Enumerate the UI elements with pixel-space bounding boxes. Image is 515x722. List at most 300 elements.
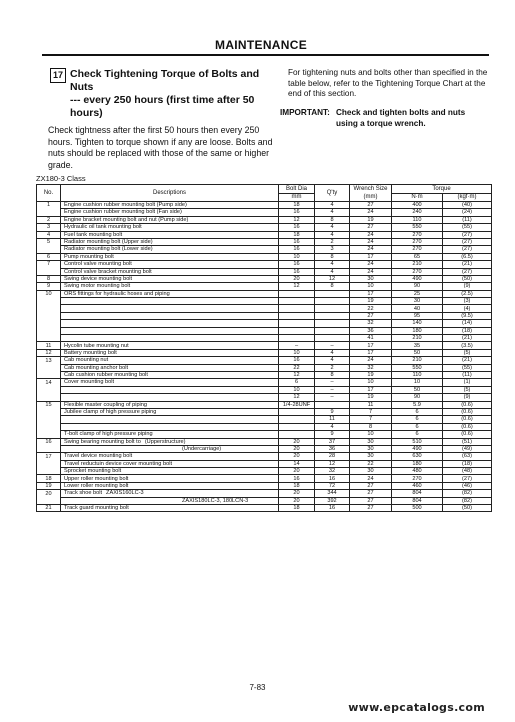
cell-kgf: (0.6) <box>443 408 492 415</box>
cell-kgf: (21) <box>443 335 492 342</box>
table-row <box>37 231 492 238</box>
cell-nm: 6 <box>392 423 443 430</box>
table-row <box>37 401 492 408</box>
cell-no: 21 <box>37 505 61 512</box>
table-row <box>37 460 492 467</box>
cell-qty: 8 <box>315 216 350 223</box>
cell-kgf: (14) <box>443 320 492 327</box>
cell-desc-sub: (Upperstructure) <box>144 438 186 445</box>
cell-bolt <box>279 290 315 297</box>
cell-qty: 16 <box>315 475 350 482</box>
cell-kgf: (18) <box>443 460 492 467</box>
cell-nm: 210 <box>392 335 443 342</box>
cell-nm: 50 <box>392 349 443 356</box>
cell-qty: 36 <box>315 445 350 452</box>
cell-nm: 490 <box>392 275 443 282</box>
cell-qty <box>315 305 350 312</box>
cell-wrench: 10 <box>350 431 392 438</box>
cell-wrench: 24 <box>350 238 392 245</box>
cell-no <box>37 431 61 438</box>
cell-bolt: 16 <box>279 238 315 245</box>
cell-bolt: 18 <box>279 505 315 512</box>
cell-nm: 510 <box>392 438 443 445</box>
section-number: 17 <box>50 68 66 83</box>
cell-bolt <box>279 305 315 312</box>
cell-kgf: (82) <box>443 497 492 504</box>
table-row <box>37 490 492 497</box>
cell-wrench: 24 <box>350 268 392 275</box>
cell-nm: 460 <box>392 482 443 489</box>
cell-nm: 50 <box>392 386 443 393</box>
cell-bolt <box>279 312 315 319</box>
cell-wrench: 22 <box>350 305 392 312</box>
cell-qty: 37 <box>315 438 350 445</box>
cell-nm: 180 <box>392 460 443 467</box>
cell-nm: 140 <box>392 320 443 327</box>
cell-wrench: 19 <box>350 371 392 378</box>
table-row <box>37 202 492 209</box>
table-row <box>37 394 492 401</box>
table-row <box>37 497 492 504</box>
cell-wrench: 27 <box>350 497 392 504</box>
cell-nm: 25 <box>392 290 443 297</box>
cell-bolt: 20 <box>279 438 315 445</box>
cell-no <box>37 335 61 342</box>
cell-no <box>37 445 61 452</box>
cell-bolt: 18 <box>279 231 315 238</box>
header-rule <box>42 54 489 56</box>
cell-wrench: 24 <box>350 261 392 268</box>
cell-desc-text: Travel device mounting bolt <box>64 453 133 460</box>
cell-kgf: (6.5) <box>443 253 492 260</box>
cell-bolt: 12 <box>279 283 315 290</box>
cell-no: 15 <box>37 401 61 408</box>
cell-no: 7 <box>37 261 61 268</box>
cell-kgf: (24) <box>443 209 492 216</box>
cell-desc <box>61 327 279 334</box>
table-row <box>37 408 492 415</box>
cell-qty: 32 <box>315 468 350 475</box>
cell-wrench: 30 <box>350 438 392 445</box>
cell-bolt: 20 <box>279 453 315 460</box>
cell-desc-text: Swing bearing mounting bolt to <box>64 438 141 445</box>
cell-qty <box>315 290 350 297</box>
cell-kgf: (5) <box>443 349 492 356</box>
cell-nm: 180 <box>392 327 443 334</box>
cell-desc <box>61 468 279 475</box>
table-row <box>37 357 492 364</box>
cell-no: 12 <box>37 349 61 356</box>
cell-desc-text: ORS fittings for hydraulic hoses and piping <box>64 290 170 297</box>
cell-desc <box>61 438 279 445</box>
cell-desc <box>61 238 279 245</box>
cell-wrench: 27 <box>350 505 392 512</box>
cell-qty: 3 <box>315 246 350 253</box>
cell-kgf: (0.6) <box>443 423 492 430</box>
cell-desc <box>61 342 279 349</box>
col-wrench: Wrench Size (mm) <box>350 185 392 202</box>
cell-desc <box>61 246 279 253</box>
cell-desc <box>61 460 279 467</box>
cell-wrench: 30 <box>350 468 392 475</box>
cell-qty: 344 <box>315 490 350 497</box>
cell-kgf: (27) <box>443 246 492 253</box>
cell-bolt: 10 <box>279 253 315 260</box>
cell-wrench: 30 <box>350 275 392 282</box>
cell-kgf: (0.6) <box>443 416 492 423</box>
cell-desc <box>61 379 279 386</box>
cell-bolt <box>279 408 315 415</box>
page-title: MAINTENANCE <box>215 38 307 52</box>
cell-nm: 30 <box>392 298 443 305</box>
table-row <box>37 482 492 489</box>
cell-qty <box>315 401 350 408</box>
important-label: IMPORTANT: <box>280 108 330 117</box>
cell-nm: 270 <box>392 238 443 245</box>
cell-qty: 4 <box>315 349 350 356</box>
cell-no <box>37 468 61 475</box>
cell-qty <box>315 312 350 319</box>
cell-kgf: (5) <box>443 386 492 393</box>
cell-bolt: 16 <box>279 209 315 216</box>
table-row <box>37 453 492 460</box>
cell-kgf: (50) <box>443 275 492 282</box>
cell-qty: 72 <box>315 482 350 489</box>
col-no: No. <box>37 185 61 202</box>
cell-wrench: 27 <box>350 482 392 489</box>
cell-desc-text: Flexible master coupling of piping <box>64 401 148 408</box>
cell-kgf: (11) <box>443 216 492 223</box>
table-row <box>37 261 492 268</box>
cell-desc-text: Control valve bracket mounting bolt <box>64 268 152 275</box>
cell-wrench: 17 <box>350 349 392 356</box>
cell-desc-text: Cover mounting bolt <box>64 379 115 386</box>
table-row <box>37 224 492 231</box>
cell-qty: 8 <box>315 371 350 378</box>
cell-nm: 270 <box>392 475 443 482</box>
cell-bolt <box>279 327 315 334</box>
cell-no: 13 <box>37 357 61 364</box>
cell-wrench: 24 <box>350 357 392 364</box>
cell-desc-sub: ZAXIS160LC-3 <box>106 490 144 497</box>
cell-no: 17 <box>37 453 61 460</box>
cell-desc <box>61 416 279 423</box>
cell-desc <box>61 312 279 319</box>
cell-wrench: 7 <box>350 416 392 423</box>
cell-bolt: – <box>279 342 315 349</box>
cell-no: 11 <box>37 342 61 349</box>
cell-kgf: (9.5) <box>443 312 492 319</box>
important-note <box>280 108 495 129</box>
cell-kgf: (0.6) <box>443 401 492 408</box>
cell-bolt: 16 <box>279 268 315 275</box>
cell-bolt: 16 <box>279 475 315 482</box>
cell-desc <box>61 268 279 275</box>
cell-nm: 5.9 <box>392 401 443 408</box>
table-row <box>37 327 492 334</box>
cell-no: 2 <box>37 216 61 223</box>
cell-nm: 95 <box>392 312 443 319</box>
cell-no: 8 <box>37 275 61 282</box>
cell-qty: – <box>315 379 350 386</box>
cell-nm: 270 <box>392 246 443 253</box>
cell-kgf: (40) <box>443 202 492 209</box>
cell-desc <box>61 394 279 401</box>
cell-desc <box>61 253 279 260</box>
table-row <box>37 246 492 253</box>
cell-wrench: 30 <box>350 453 392 460</box>
cell-qty: 392 <box>315 497 350 504</box>
cell-kgf: (46) <box>443 482 492 489</box>
cell-desc-text: Radiator mounting bolt (Lower side) <box>64 246 153 253</box>
cell-no <box>37 327 61 334</box>
cell-desc <box>61 445 279 452</box>
cell-desc <box>61 320 279 327</box>
cell-bolt <box>279 431 315 438</box>
cell-nm: 550 <box>392 364 443 371</box>
cell-kgf: (27) <box>443 268 492 275</box>
cell-wrench: 27 <box>350 490 392 497</box>
cell-desc <box>61 357 279 364</box>
cell-qty: 9 <box>315 408 350 415</box>
table-row <box>37 431 492 438</box>
cell-no <box>37 416 61 423</box>
cell-wrench: 24 <box>350 475 392 482</box>
cell-wrench: 19 <box>350 394 392 401</box>
cell-desc-text: Engine cushion rubber mounting bolt (Fan side) <box>64 209 182 216</box>
cell-wrench: 17 <box>350 386 392 393</box>
cell-bolt: 20 <box>279 468 315 475</box>
cell-kgf: (0.6) <box>443 431 492 438</box>
cell-desc <box>61 261 279 268</box>
cell-qty: 2 <box>315 364 350 371</box>
important-text: Check and tighten bolts and nuts using a torque wrench. <box>336 108 466 128</box>
cell-no <box>37 371 61 378</box>
cell-bolt: 20 <box>279 490 315 497</box>
cell-wrench: 7 <box>350 408 392 415</box>
cell-no <box>37 246 61 253</box>
cell-desc <box>61 453 279 460</box>
cell-desc <box>61 386 279 393</box>
col-bolt-unit: mm <box>279 193 315 202</box>
cell-kgf: (3) <box>443 298 492 305</box>
cell-wrench: 8 <box>350 423 392 430</box>
cell-qty: 4 <box>315 224 350 231</box>
cell-wrench: 36 <box>350 327 392 334</box>
cell-no: 5 <box>37 238 61 245</box>
section-title <box>70 68 260 120</box>
cell-bolt: 22 <box>279 364 315 371</box>
cell-desc-text: Pump mounting bolt <box>64 253 114 260</box>
table-row <box>37 364 492 371</box>
cell-bolt: 10 <box>279 386 315 393</box>
cell-qty: 8 <box>315 283 350 290</box>
cell-wrench: 32 <box>350 364 392 371</box>
cell-desc-text: Lower roller mounting bolt <box>64 482 129 489</box>
cell-kgf: (9) <box>443 283 492 290</box>
cell-kgf: (50) <box>443 505 492 512</box>
cell-wrench: 22 <box>350 460 392 467</box>
table-row <box>37 238 492 245</box>
cell-no: 19 <box>37 482 61 489</box>
cell-no: 14 <box>37 379 61 386</box>
cell-qty: 28 <box>315 453 350 460</box>
cell-desc <box>61 431 279 438</box>
cell-desc-text: Travel reductuin device cover mounting bolt <box>64 460 172 467</box>
cell-kgf: (21) <box>443 261 492 268</box>
cell-nm: 6 <box>392 408 443 415</box>
cell-kgf: (9) <box>443 394 492 401</box>
cell-kgf: (49) <box>443 445 492 452</box>
cell-desc-text: Cab cushion rubber mounting bolt <box>64 372 148 379</box>
cell-desc <box>61 423 279 430</box>
cell-desc <box>61 283 279 290</box>
cell-desc-text: Engine bracket mounting bolt and nut (Pump side) <box>64 216 189 223</box>
cell-desc-sub: (Undercarriage) <box>182 445 222 452</box>
cell-desc-text: Control valve mounting bolt <box>64 261 132 268</box>
cell-kgf: (55) <box>443 364 492 371</box>
cell-bolt: 18 <box>279 482 315 489</box>
table-row <box>37 445 492 452</box>
cell-wrench: 30 <box>350 445 392 452</box>
cell-no <box>37 497 61 504</box>
cell-wrench: 27 <box>350 202 392 209</box>
cell-qty: 4 <box>315 209 350 216</box>
cell-qty: 4 <box>315 357 350 364</box>
table-row <box>37 342 492 349</box>
cell-nm: 210 <box>392 357 443 364</box>
cell-qty: – <box>315 386 350 393</box>
cell-wrench: 24 <box>350 209 392 216</box>
model-class: ZX180-3 Class <box>36 174 86 183</box>
cell-desc <box>61 224 279 231</box>
cell-kgf: (21) <box>443 357 492 364</box>
cell-nm: 65 <box>392 253 443 260</box>
cell-no: 4 <box>37 231 61 238</box>
cell-bolt <box>279 320 315 327</box>
table-row <box>37 386 492 393</box>
cell-nm: 240 <box>392 209 443 216</box>
cell-qty: 4 <box>315 202 350 209</box>
cell-nm: 90 <box>392 283 443 290</box>
cell-no <box>37 386 61 393</box>
page-number: 7-83 <box>249 683 266 692</box>
cell-kgf: (27) <box>443 475 492 482</box>
table-row <box>37 335 492 342</box>
col-torque: Torque <box>392 185 492 194</box>
cell-kgf: (55) <box>443 224 492 231</box>
cell-desc-text: Fuel tank mounting bolt <box>64 231 123 238</box>
table-row <box>37 320 492 327</box>
cell-wrench: 27 <box>350 312 392 319</box>
cell-no <box>37 320 61 327</box>
table-row <box>37 283 492 290</box>
cell-bolt: 20 <box>279 275 315 282</box>
cell-wrench: 32 <box>350 320 392 327</box>
cell-qty <box>315 298 350 305</box>
cell-desc-text: Track guard mounting bolt <box>64 505 129 512</box>
cell-kgf: (1) <box>443 379 492 386</box>
table-row <box>37 253 492 260</box>
cell-kgf: (2.5) <box>443 290 492 297</box>
cell-kgf: (4) <box>443 305 492 312</box>
cell-wrench: 11 <box>350 401 392 408</box>
cell-no: 9 <box>37 283 61 290</box>
cell-bolt: 14 <box>279 460 315 467</box>
cell-desc <box>61 497 279 504</box>
table-row <box>37 505 492 512</box>
cell-bolt: 16 <box>279 224 315 231</box>
cell-wrench: 27 <box>350 224 392 231</box>
cell-desc <box>61 275 279 282</box>
cell-no <box>37 460 61 467</box>
cell-qty: 12 <box>315 460 350 467</box>
cell-desc-text: Cab mounting nut <box>64 357 109 364</box>
cell-no: 6 <box>37 253 61 260</box>
cell-qty <box>315 335 350 342</box>
cell-no <box>37 298 61 305</box>
cell-desc <box>61 231 279 238</box>
table-row <box>37 305 492 312</box>
cell-no: 3 <box>37 224 61 231</box>
cell-wrench: 10 <box>350 379 392 386</box>
table-row <box>37 216 492 223</box>
cell-desc-text: Hydraulic oil tank mounting bolt <box>64 224 142 231</box>
cell-kgf: (48) <box>443 468 492 475</box>
cell-nm: 90 <box>392 394 443 401</box>
cell-desc <box>61 482 279 489</box>
cell-qty: 4 <box>315 261 350 268</box>
cell-bolt: 20 <box>279 445 315 452</box>
cell-no: 10 <box>37 290 61 297</box>
table-row <box>37 209 492 216</box>
table-row <box>37 298 492 305</box>
cell-desc-text: Battery mounting bolt <box>64 349 117 356</box>
cell-nm: 110 <box>392 216 443 223</box>
cell-bolt: 18 <box>279 202 315 209</box>
cell-kgf: (82) <box>443 490 492 497</box>
cell-desc-text: Swing motor mounting bolt <box>64 283 131 290</box>
cell-desc <box>61 305 279 312</box>
cell-desc <box>61 209 279 216</box>
table-row <box>37 416 492 423</box>
cell-desc <box>61 401 279 408</box>
cell-desc-text: T-bolt clamp of high pressure piping <box>64 431 153 438</box>
cell-kgf: (51) <box>443 438 492 445</box>
cell-nm: 400 <box>392 202 443 209</box>
cell-desc <box>61 216 279 223</box>
cell-wrench: 24 <box>350 231 392 238</box>
cell-qty: 8 <box>315 253 350 260</box>
cell-bolt: 16 <box>279 261 315 268</box>
cell-desc-sub: ZAXIS180LC-3, 180LCN-3 <box>182 497 249 504</box>
cell-desc-text: Engine cushion rubber mounting bolt (Pump side) <box>64 202 187 209</box>
col-kgf: (kgf·m) <box>443 193 492 202</box>
intro-paragraph: Check tightness after the first 50 hours then every 250 hours. Tighten to torque shown if any are loose. Bolts and nuts should be replaced with those of the same or higher grade. <box>48 125 273 170</box>
table-row <box>37 468 492 475</box>
cell-qty <box>315 320 350 327</box>
cell-bolt <box>279 423 315 430</box>
cell-desc <box>61 475 279 482</box>
cell-nm: 6 <box>392 431 443 438</box>
cell-wrench: 17 <box>350 342 392 349</box>
table-row <box>37 423 492 430</box>
cell-wrench: 19 <box>350 216 392 223</box>
cell-nm: 210 <box>392 261 443 268</box>
cell-bolt <box>279 335 315 342</box>
cell-wrench: 41 <box>350 335 392 342</box>
cell-wrench: 19 <box>350 298 392 305</box>
